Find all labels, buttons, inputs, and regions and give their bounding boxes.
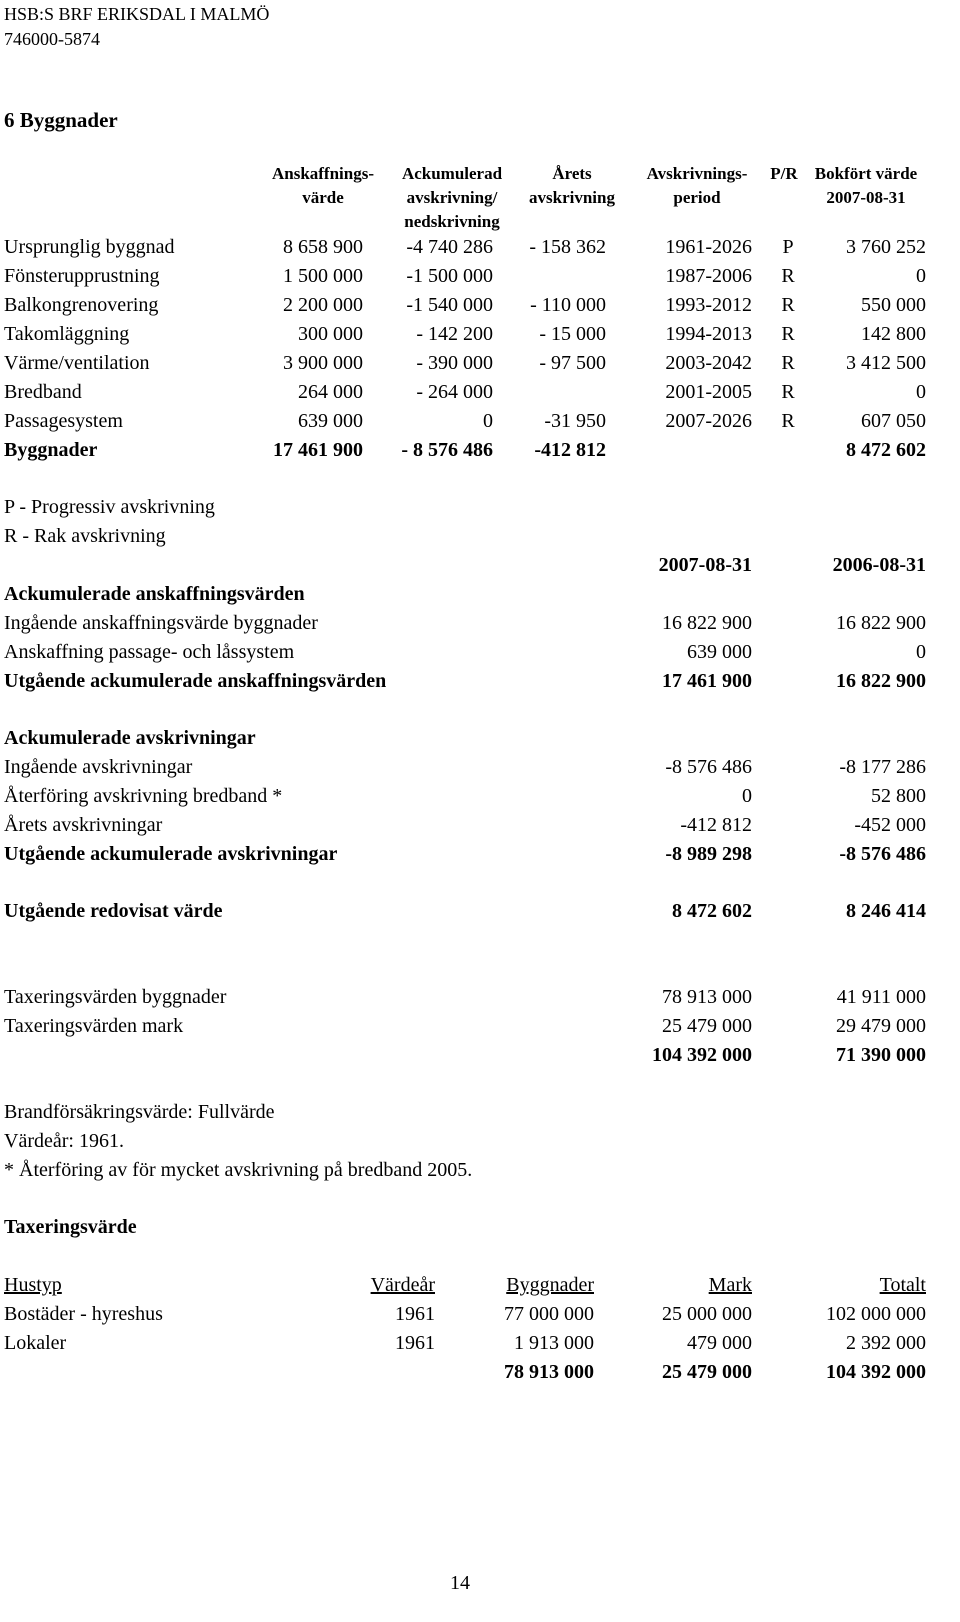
tax-cell-vardear: 1961 <box>395 1332 435 1354</box>
table-total-row <box>0 439 960 469</box>
comparison-value-previous: 52 800 <box>871 785 926 807</box>
table-row <box>0 381 960 411</box>
comparison-label: Anskaffning passage- och låssystem <box>4 641 295 663</box>
tax-cell-vardear: 1961 <box>395 1303 435 1325</box>
table-row <box>0 352 960 382</box>
tax-cell-byggnader: 1 913 000 <box>514 1332 594 1354</box>
cell-bokfort: 607 050 <box>861 410 926 432</box>
cell-label: Värme/ventilation <box>4 352 150 374</box>
tax-cell-totalt: 2 392 000 <box>846 1332 926 1354</box>
comparison-label: Ackumulerade anskaffningsvärden <box>4 583 305 605</box>
cell-pr: P <box>782 236 794 258</box>
cell-ackumulerad: -1 540 000 <box>406 294 493 316</box>
tax-cell-hustyp: Bostäder - hyreshus <box>4 1303 163 1325</box>
comparison-label: Utgående ackumulerade anskaffningsvärden <box>4 670 387 692</box>
cell-ackumulerad: -1 500 000 <box>406 265 493 287</box>
col-header-bokfort-varde: Bokfört värde 2007-08-31 <box>814 164 918 207</box>
tax-header-row <box>0 1274 960 1304</box>
cell-bokfort: 0 <box>916 265 926 287</box>
cell-anskaffningsvarde: 639 000 <box>298 410 363 432</box>
cell-period: 1987-2006 <box>665 265 752 287</box>
cell-pr: R <box>781 294 795 316</box>
tax-cell-mark: 25 479 000 <box>662 1361 752 1383</box>
comparison-value-current: 16 822 900 <box>662 612 752 634</box>
tax-cell-totalt: 102 000 000 <box>826 1303 926 1325</box>
cell-pr: R <box>781 265 795 287</box>
comparison-value-previous: 0 <box>916 641 926 663</box>
comparison-row <box>0 727 960 757</box>
cell-anskaffningsvarde: 1 500 000 <box>283 265 363 287</box>
tax-row <box>0 1332 960 1362</box>
comparison-row <box>0 1015 960 1045</box>
comparison-row <box>0 641 960 671</box>
cell-anskaffningsvarde: 3 900 000 <box>283 352 363 374</box>
tax-cell-byggnader: 78 913 000 <box>504 1361 594 1383</box>
cell-bokfort: 0 <box>916 381 926 403</box>
comparison-row <box>0 986 960 1016</box>
tax-cell-hustyp: Lokaler <box>4 1332 67 1354</box>
tax-cell-mark: 479 000 <box>687 1332 752 1354</box>
comparison-value-current: 0 <box>742 785 752 807</box>
legend-straight: R - Rak avskrivning <box>4 525 166 547</box>
col-header-ackumulerad-avskrivning: Ackumulerad avskrivning/ nedskrivning <box>401 164 503 231</box>
cell-ackumulerad: - 142 200 <box>416 323 493 345</box>
comparison-row <box>0 785 960 815</box>
tax-cell-totalt: 104 392 000 <box>826 1361 926 1383</box>
tax-cell-mark: 25 000 000 <box>662 1303 752 1325</box>
comparison-value-previous: 29 479 000 <box>836 1015 926 1037</box>
tax-col-hustyp: Hustyp <box>4 1274 62 1296</box>
comparison-value-current: 17 461 900 <box>662 670 752 692</box>
cell-anskaffningsvarde: 2 200 000 <box>283 294 363 316</box>
cell-ackumulerad: - 8 576 486 <box>401 439 493 461</box>
tax-col-totalt: Totalt <box>879 1274 926 1296</box>
tax-col-vardear: Värdeår <box>370 1274 435 1296</box>
comparison-row <box>0 670 960 700</box>
comparison-value-previous: 16 822 900 <box>836 670 926 692</box>
comparison-label: Taxeringsvärden byggnader <box>4 986 227 1008</box>
note-reversal: * Återföring av för mycket avskrivning på bredband 2005. <box>4 1159 473 1181</box>
cell-label: Balkongrenovering <box>4 294 159 316</box>
legend-progressive: P - Progressiv avskrivning <box>4 496 215 518</box>
table-row <box>0 236 960 266</box>
cell-label: Byggnader <box>4 439 98 461</box>
comparison-value-previous: -8 177 286 <box>839 756 926 778</box>
note-fire-insurance: Brandförsäkringsvärde: Fullvärde <box>4 1101 275 1123</box>
tax-col-mark: Mark <box>708 1274 752 1296</box>
comparison-value-current: 639 000 <box>687 641 752 663</box>
comparison-value-current: 104 392 000 <box>652 1044 752 1066</box>
cell-period: 2007-2026 <box>665 410 752 432</box>
cell-anskaffningsvarde: 8 658 900 <box>283 236 363 258</box>
cell-pr: R <box>781 381 795 403</box>
comparison-value-previous: 8 246 414 <box>846 900 926 922</box>
cell-label: Ursprunglig byggnad <box>4 236 175 258</box>
tax-col-byggnader: Byggnader <box>506 1274 594 1296</box>
comparison-label: Utgående ackumulerade avskrivningar <box>4 843 338 865</box>
cell-period: 1994-2013 <box>665 323 752 345</box>
cell-bokfort: 8 472 602 <box>846 439 926 461</box>
cell-period: 2001-2005 <box>665 381 752 403</box>
cell-period: 2003-2042 <box>665 352 752 374</box>
comparison-label: Taxeringsvärden mark <box>4 1015 184 1037</box>
comparison-row <box>0 583 960 613</box>
cell-ackumulerad: -4 740 286 <box>406 236 493 258</box>
comparison-label: Ackumulerade avskrivningar <box>4 727 256 749</box>
note-value-year: Värdeår: 1961. <box>4 1130 124 1152</box>
comparison-row <box>0 756 960 786</box>
comparison-value-previous: 16 822 900 <box>836 612 926 634</box>
col-header-pr: P/R <box>770 164 798 183</box>
cell-ackumulerad: - 390 000 <box>416 352 493 374</box>
comparison-value-previous: 71 390 000 <box>836 1044 926 1066</box>
cell-pr: R <box>781 323 795 345</box>
organization-name: HSB:S BRF ERIKSDAL I MALMÖ <box>4 4 270 24</box>
comparison-header-previous: 2006-08-31 <box>832 554 926 576</box>
cell-pr: R <box>781 410 795 432</box>
comparison-value-current: 8 472 602 <box>672 900 752 922</box>
cell-bokfort: 142 800 <box>861 323 926 345</box>
comparison-row <box>0 843 960 873</box>
cell-ackumulerad: - 264 000 <box>416 381 493 403</box>
col-header-avskrivningsperiod: Avskrivnings- period <box>646 164 748 207</box>
comparison-label: Ingående anskaffningsvärde byggnader <box>4 612 318 634</box>
tax-cell-byggnader: 77 000 000 <box>504 1303 594 1325</box>
cell-bokfort: 550 000 <box>861 294 926 316</box>
col-header-arets-avskrivning: Årets avskrivning <box>529 164 615 207</box>
table-row <box>0 265 960 295</box>
comparison-row <box>0 612 960 642</box>
cell-arets: - 97 500 <box>539 352 606 374</box>
comparison-value-previous: -452 000 <box>854 814 926 836</box>
cell-anskaffningsvarde: 17 461 900 <box>273 439 363 461</box>
comparison-label: Ingående avskrivningar <box>4 756 193 778</box>
tax-row <box>0 1303 960 1333</box>
cell-bokfort: 3 760 252 <box>846 236 926 258</box>
cell-anskaffningsvarde: 300 000 <box>298 323 363 345</box>
cell-bokfort: 3 412 500 <box>846 352 926 374</box>
comparison-value-current: -412 812 <box>680 814 752 836</box>
comparison-label: Utgående redovisat värde <box>4 900 223 922</box>
page-number: 14 <box>450 1572 470 1594</box>
comparison-value-current: -8 576 486 <box>665 756 752 778</box>
table-row <box>0 410 960 440</box>
col-header-anskaffningsvarde: Anskaffnings- värde <box>271 164 375 207</box>
cell-pr: R <box>781 352 795 374</box>
cell-label: Fönsterupprustning <box>4 265 160 287</box>
comparison-value-current: 78 913 000 <box>662 986 752 1008</box>
comparison-value-current: 25 479 000 <box>662 1015 752 1037</box>
cell-arets: - 15 000 <box>539 323 606 345</box>
table-row <box>0 294 960 324</box>
comparison-row <box>0 900 960 930</box>
tax-section-title: Taxeringsvärde <box>4 1216 137 1238</box>
table-row <box>0 323 960 353</box>
organization-number: 746000-5874 <box>4 29 100 49</box>
comparison-label: Årets avskrivningar <box>4 814 163 836</box>
comparison-row <box>0 1044 960 1074</box>
tax-total-row <box>0 1361 960 1391</box>
section-title: 6 Byggnader <box>4 108 118 132</box>
comparison-label: Återföring avskrivning bredband * <box>4 785 283 807</box>
cell-period: 1993-2012 <box>665 294 752 316</box>
cell-label: Passagesystem <box>4 410 123 432</box>
cell-period: 1961-2026 <box>665 236 752 258</box>
comparison-value-previous: -8 576 486 <box>839 843 926 865</box>
cell-arets: - 158 362 <box>529 236 606 258</box>
cell-arets: -31 950 <box>544 410 606 432</box>
comparison-header-current: 2007-08-31 <box>658 554 752 576</box>
cell-arets: - 110 000 <box>530 294 606 316</box>
cell-arets: -412 812 <box>534 439 606 461</box>
cell-label: Takomläggning <box>4 323 130 345</box>
comparison-value-current: -8 989 298 <box>665 843 752 865</box>
comparison-row <box>0 814 960 844</box>
cell-ackumulerad: 0 <box>483 410 493 432</box>
cell-label: Bredband <box>4 381 82 403</box>
comparison-value-previous: 41 911 000 <box>836 986 926 1008</box>
cell-anskaffningsvarde: 264 000 <box>298 381 363 403</box>
